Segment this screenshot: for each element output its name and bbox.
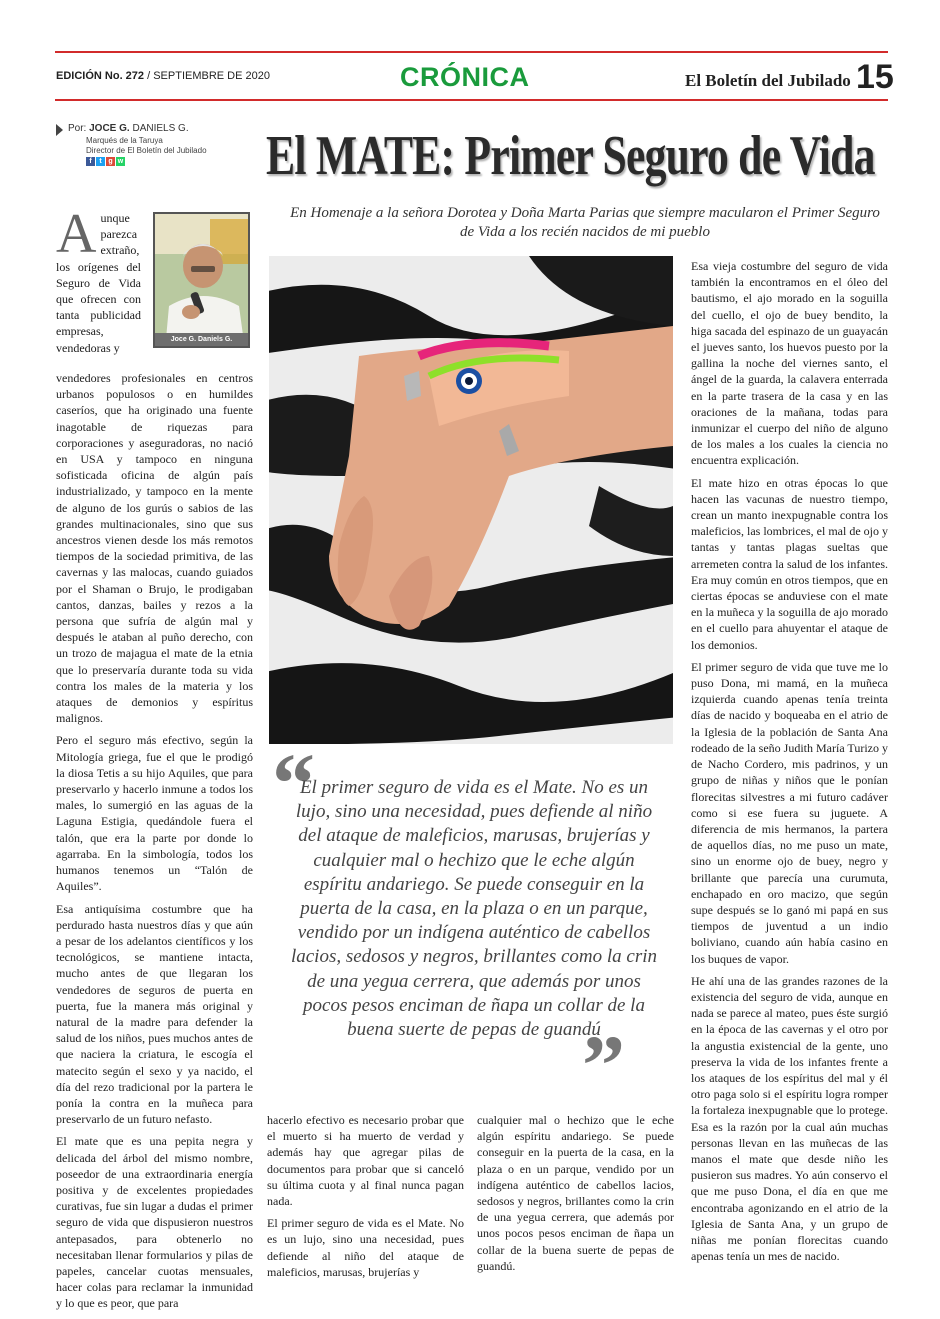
author-photo-caption: Joce G. Daniels G. [155,333,248,346]
google-plus-icon[interactable]: g [106,157,115,166]
column-4 [691,258,888,1270]
paragraph: Esa vieja costumbre del seguro de vida también la encontramos en el óleo del bautismo, el ajo morado en la soguilla del cuello, el ojo de buey bendito, la higa sacada del espinazo de un guayacán el jueves santo, los huevos puesto por la gallina la noche del viernes santo, el ángel de la guarda, la calavera enterrada en la parte trasera de la casa y en las oraciones de la mañana, todas para inmunizar el cuerpo del niño de alguno de los males a los cuales la ciencia no encuentra explicación. [691,259,888,468]
top-rule [55,51,888,53]
edition-info [56,70,270,82]
byline-title-2: Director de El Boletín del Jubilado [86,146,207,155]
paragraph: Esa antiquísima costumbre que ha perdurado hasta nuestros días y que aún a pesar de los adelantos científicos y los tecnológicos, se mantiene intacta, mucho antes de que llegaran los vendedores de seguros de puerta en puerta, fue la manera más original y natural de la madre para defender la salud de los niños, pues muchos antes de que naciera la criatura, le escogía el matecito según el sexo y ya nacido, el día del rezo tradicional por la partera le ponía la contra en la muñeca para preservarlo de un futuro nefasto. [56,901,253,1127]
column-3 [477,1112,674,1280]
byline-title-1: Marqués de la Taruya [86,136,163,145]
column-2 [267,1112,464,1286]
whatsapp-icon[interactable]: w [117,158,124,165]
paragraph: El primer seguro de vida es el Mate. No es un lujo, sino una necesidad, pues defiende al niño del ataque de maleficios, marusas, brujerías y [267,1216,464,1279]
bottom-rule [55,99,888,101]
author-portrait-image [155,214,250,348]
section-title: CRÓNICA [400,62,530,92]
pull-quote-text: El primer seguro de vida es el Mate. No es un lujo, sino una necesidad, pues defiende al niño del ataque de maleficios, marusas, brujerías y cualquier mal o hechizo que le eche algún espíritu andariego. Se puede conseguir en la puerta de la casa, en la plaza o en un parque, vendido por un indígena auténtico de cabellos lacios, sedosos y negros, brillantes como la crin de una yegua cerrera, que además por unos pocos pesos enciman de ñapa un collar de la buena suerte de pepas de guandú [290,777,658,1041]
paragraph: He ahí una de las grandes razones de la existencia del seguro de vida, aunque en nada se parece al mateo, pues éste surgió en la época de las cavernas y el otro por la angustia existencial de la gente, uno preserva la vida de los infantes frente a los ataques de los espíritus del mal y él otro paga solo si el espíritu logra romper la fortaleza inexpugnable que lo protege. Esa es la razón por la cual aún muchas personas llevan en las muñecas de las manos el mate que desde niño les pusieron sus madres. Yo aún conservo el que me puso Dona, el día en que me encontraba agonizando en el atrio de la Iglesia de Santa Ana, y un grupo de niñas me ponían florecitas cuando apenas tenía un mes de nacido. [691,973,888,1264]
paragraph: vendedores profesionales en centros urbanos populosos o en humildes caseríos, que ha originado una fuente inagotable de riquezas para corporaciones y aseguradoras, no nació en USA y tampoco en ninguna sofisticada oficina de algún país industrializado, y tampoco en la mente de alguno de los gurús o sabios de las grandes multinacionales, sino que sus ancestros vienen desde los más remotos tiempos de la sociedad primitiva, de las cavernas y las malocas, cuando guiados por el Shaman o Brujo, le prodigaban cantos, danzas, bailes y rezos a la persona que sufría de algún mal y después le ataban al puño derecho, con un trozo de majagua el mate de la etnia que lo preservaría durante toda su vida contra los males de la materia y los ataques de demonios y espíritus malignos. [56,371,253,726]
edition-label: EDICIÓN [56,70,102,82]
baby-wrist-photo [269,256,673,744]
facebook-icon[interactable]: f [86,157,95,166]
paragraph: cualquier mal o hechizo que le eche algún espíritu andariego. Se puede conseguir en la puerta de la casa, en la plaza o en un parque, vendido por un indígena auténtico de cabellos lacios, sedosos y negros, brillantes como la crin de una yegua cerrera, que además por unos pocos pesos enciman de ñapa un collar de la buena suerte de pepas de guandú. [477,1113,674,1273]
paragraph: hacerlo efectivo es necesario probar que el muerto si ha muerto de verdad y además hay que agregar pilas de documentos para probar que si canceló su última cuota y al final nunca pagan nada. [267,1113,464,1209]
social-links [86,157,125,166]
paper-name: El Boletín del Jubilado [685,71,851,90]
subtitle: En Homenaje a la señora Dorotea y Doña Marta Parias que siempre macularon el Primer Seguro de Vida a los recién nacidos de mi pueblo [290,205,880,240]
edition-date: / SEPTIEMBRE DE 2020 [147,70,270,82]
author-photo [153,212,250,348]
paragraph: El mate que es una pepita negra y delicada del árbol del mismo nombre, poseedor de una extraordinaria energía positiva y de excelentes propiedades curativas, fue sin lugar a dudas el primer seguro de vida que dispusieron nuestros antepasados, para obtenerlo no necesitaban llenar formularios y pilas de papeles, cancelar cuotas mensuales, hacer colas para reclamar la inmunidad y lo que es peor, que para [56,1134,253,1311]
paragraph: El primer seguro de vida que tuve me lo puso Dona, mi mamá, en la muñeca izquierda cuando apenas tenía treinta días de nacido y boqueaba en el atrio de la Iglesia de la población de Santa Ana rodeado de la seño Judith María Turizo y de Nacho Cordero, mis padrinos, y un grupo de niñas y niños que le ponían florecitas silvestres a mi futuro cadáver como si ese fuera su juguete. A diferencia de mis hermanos, la partera de aquellos días, no me puso un mate, sino un enorme ojo de buey, negro y brillante que parecía una curumuta, enchapado en oro macizo, que según supe después se lo ganó mi papá en sus tiempos de juventud a un indio boliviano, cuando aún había casino en los buques de vapor. [691,659,888,966]
baby-wrist-image [269,256,673,744]
drop-cap: A [56,203,97,265]
byline-arrow-icon [56,124,63,136]
article-intro: A unque parezca extraño, los orígenes del Seguro de Vida que ofrecen con tanta publicidad empresas, vendedoras y [56,203,141,355]
page-number: 15 [856,58,894,96]
headline: El MATE: Primer Seguro de Vida [266,125,875,187]
paragraph: El mate hizo en otras épocas lo que hacen las vacunas de nuestro tiempo, crean un manto inexpugnable contra los maleficios, las lombrices, el mal de ojo y tantas y tantas plagas sueltas que arremeten contra la salud de los infantes. Era muy común en otros tiempos, que en ciertas épocas se anduviese con el mate en la muñeca y la soguilla de ajo morado en el cuello para ahuyentar el ataque de los demonios. [691,475,888,652]
paragraph: Pero el seguro más efectivo, según la Mitología griega, fue el que le prodigó la diosa Tetis a su hijo Aquiles, que para preservarlo y hacerlo inmune a todos los males, lo sumergió en las aguas de la Laguna Estigia, quedándole fuera el talón, que era la parte por donde lo agarraba. En la simbología, todos los humanos tenemos un “Talón de Aquiles”. [56,733,253,894]
column-1 [56,370,253,1318]
byline-author: Por: JOCE G. DANIELS G. [68,123,189,134]
edition-number: No. 272 [104,70,145,82]
quote-open-icon: “ [272,735,315,831]
quote-close-icon: ” [582,1017,625,1113]
twitter-icon[interactable]: t [96,157,105,166]
